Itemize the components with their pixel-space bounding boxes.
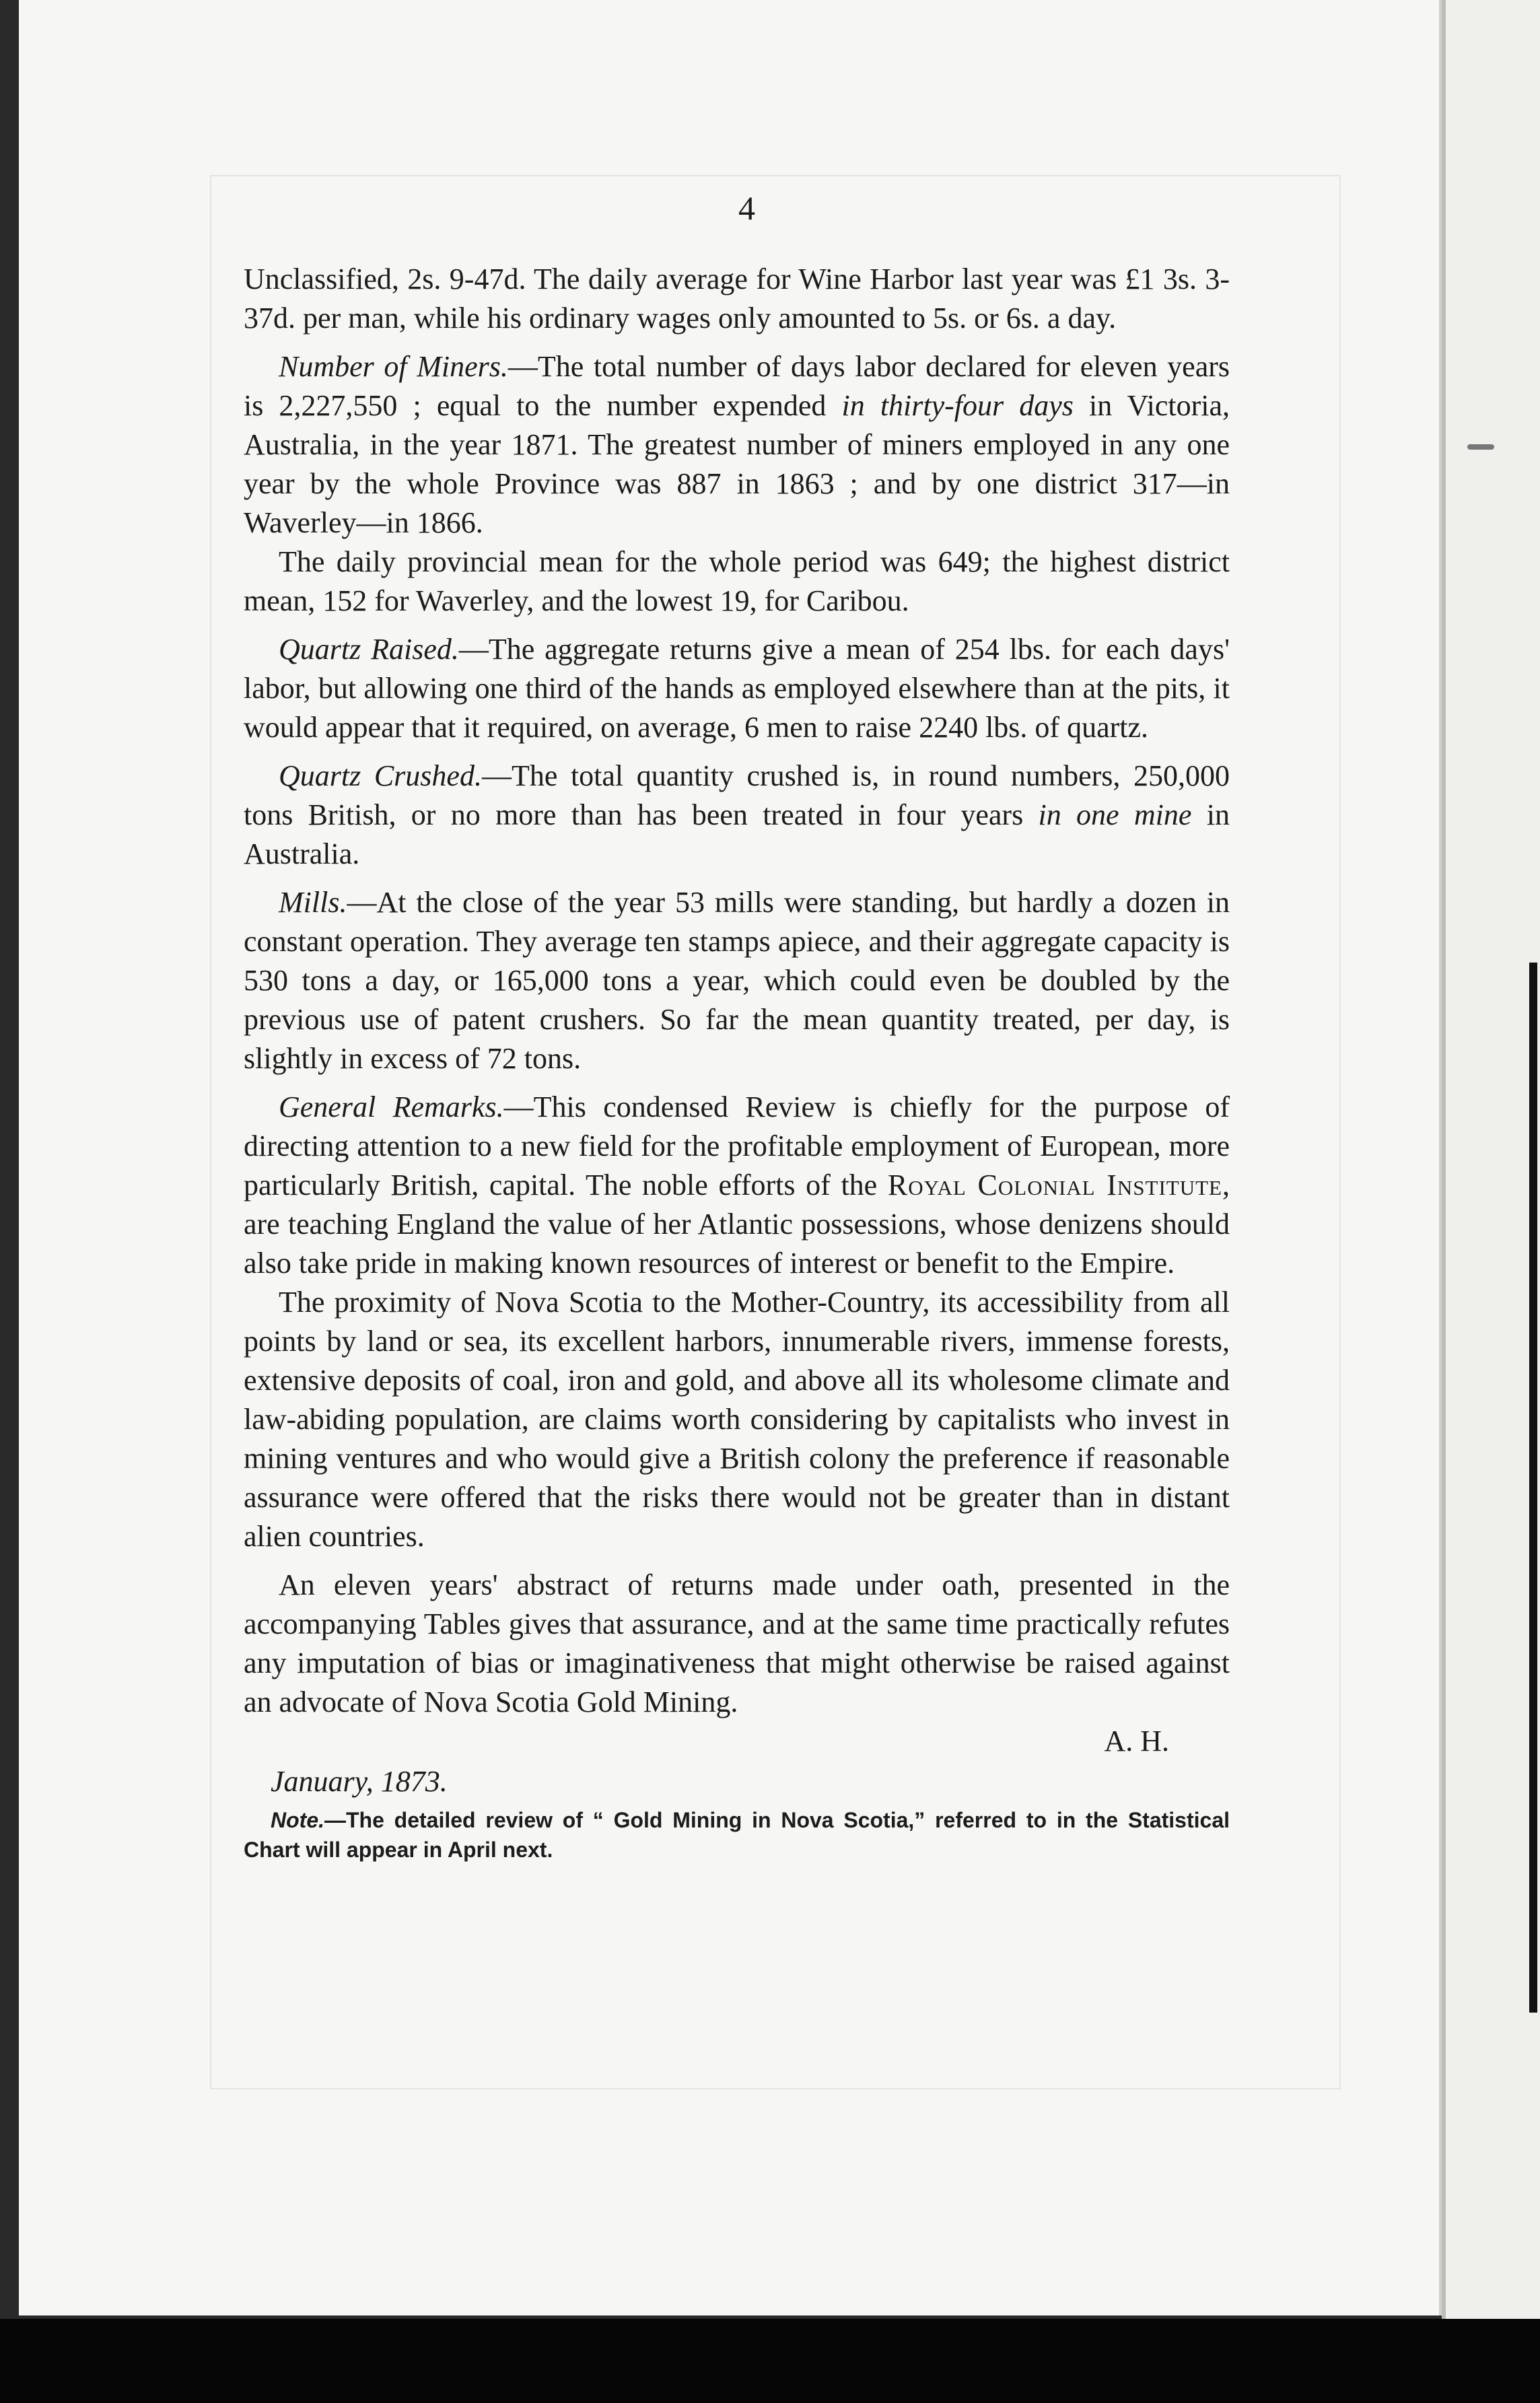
paragraph-text: , are teaching England the value of her Atlantic possessions, whose denizens should also take pride in making known resources of interest or benefit to the Empire. (244, 1169, 1230, 1280)
paragraph-number-of-miners (244, 347, 1230, 543)
paragraph-text: —The aggregate returns give a mean of 254 lbs. for each days' labor, but allowing one third of the hands as employed elsewhere than at the pits, it would appear that it required, on average, 6 men to raise 2240 lbs. of quartz. (244, 633, 1230, 744)
paragraph-provincial-mean: The daily provincial mean for the whole period was 649; the highest district mean, 152 for Waverley, and the lowest 19, for Caribou. (244, 545, 1230, 617)
paragraph-quartz-raised (244, 630, 1230, 747)
paragraph-text: —The total quantity crushed is, in round numbers, 250,000 tons British, or no more than has been treated in four years (244, 759, 1230, 831)
footnote (244, 1805, 1230, 1865)
signature-row (244, 1722, 1230, 1761)
paragraph-wages: Unclassified, 2s. 9-47d. The daily average for Wine Harbor last year was £1 3s. 3-37d. per man, while his ordinary wages only amounted to 5s. or 6s. a day. (244, 263, 1230, 335)
scan-bottom-margin (0, 2319, 1540, 2403)
section-heading: Quartz Raised. (279, 633, 459, 666)
paragraph-text: —At the close of the year 53 mills were standing, but hardly a dozen in constant operation. They average ten stamps apiece, and their aggregate capacity is 530 tons a day, or 165,000 tons a year, which could even be doubled by the previous use of patent crushers. So far the mean quantity treated, per day, is slightly in excess of 72 tons. (244, 886, 1230, 1075)
footnote-label: Note. (271, 1808, 324, 1832)
facing-page-edge (1442, 0, 1540, 2319)
paragraph-mills (244, 883, 1230, 1078)
paragraph-text: in Victoria, Australia, in the year 1871. The greatest number of miners employed in any one year by the whole Province was 887 in 1863 ; and by one district 317—in Waverley—in 1866. (244, 389, 1230, 539)
paragraph-abstract: An eleven years' abstract of returns made under oath, presented in the accompanying Tables gives that assurance, and at the same time practically refutes any imputation of bias or imaginativeness that might otherwise be raised against an advocate of Nova Scotia Gold Mining. (244, 1568, 1230, 1718)
stray-mark (1467, 444, 1494, 450)
section-heading: Quartz Crushed. (279, 759, 482, 792)
signature-initials: A. H. (1104, 1725, 1169, 1757)
section-heading: Number of Miners. (279, 350, 508, 383)
text-column (244, 188, 1230, 1865)
institute-name: Royal Colonial Institute (887, 1169, 1222, 1202)
section-heading: Mills. (279, 886, 347, 919)
paragraph-general-remarks (244, 1088, 1230, 1283)
paragraph-text: —This condensed Review is chiefly for the purpose of directing attention to a new field for the profitable employment of European, more particularly British, capital. The noble efforts of the (244, 1090, 1230, 1202)
emphasis-text: in one mine (1038, 798, 1192, 831)
section-heading: General Remarks. (279, 1090, 504, 1123)
page-number: 4 (738, 189, 755, 227)
emphasis-text: in thirty-four days (841, 389, 1074, 422)
date-line: January, 1873. (271, 1765, 448, 1798)
footnote-text: —The detailed review of “ Gold Mining in Nova Scotia,” referred to in the Statistical Chart will appear in April next. (244, 1808, 1230, 1862)
paragraph-proximity: The proximity of Nova Scotia to the Mother-Country, its accessibility from all points by land or sea, its excellent harbors, innumerable rivers, immense forests, extensive deposits of coal, iron and gold, and above all its wholesome climate and law-abiding population, are claims worth considering by capitalists who invest in mining ventures and who would give a British colony the preference if reasonable assurance were offered that the risks there would not be greater than in distant alien countries. (244, 1286, 1230, 1553)
paragraph-text: —The total number of days labor declared for eleven years is 2,227,550 ; equal to the number expended (244, 350, 1230, 422)
binding-shadow (1529, 963, 1537, 2013)
paragraph-text: in Australia. (244, 798, 1230, 870)
paragraph-quartz-crushed (244, 757, 1230, 874)
